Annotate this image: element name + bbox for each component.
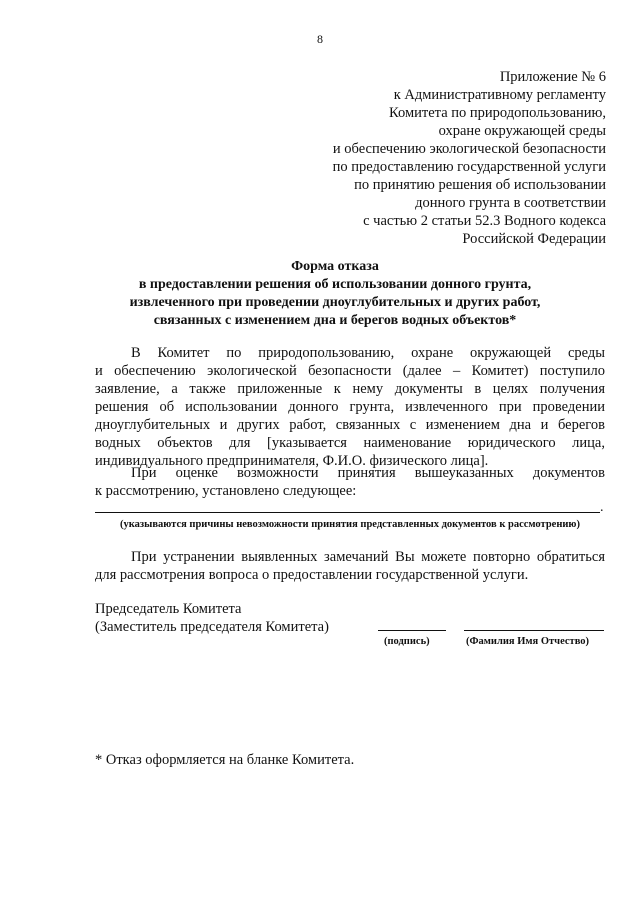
appendix-line: с частью 2 статьи 52.3 Водного кодекса (363, 213, 606, 229)
paragraph-line: водных объектов для [указывается наименование юридического лица, (95, 435, 605, 451)
body-paragraph-3 (95, 548, 605, 584)
paragraph-line: индивидуального предпринимателя, Ф.И.О. физического лица]. (95, 453, 489, 469)
signature-line (378, 630, 446, 631)
body-paragraph-1 (95, 344, 605, 470)
appendix-line: по предоставлению государственной услуги (332, 159, 606, 175)
paragraph-line: и обеспечению экологической безопасности (далее – Комитет) поступило (95, 363, 605, 379)
form-title-line: в предоставлении решения об использовании донного грунта, (138, 277, 532, 292)
appendix-line: Приложение № 6 (499, 69, 606, 85)
footnote: * Отказ оформляется на бланке Комитета. (95, 752, 355, 768)
reason-caption: (указываются причины невозможности принятия представленных документов к рассмотрению) (120, 519, 580, 530)
appendix-line: и обеспечению экологической безопасности (332, 141, 606, 157)
name-line (464, 630, 604, 631)
signer-deputy: (Заместитель председателя Комитета) (95, 619, 329, 635)
appendix-line: Российской Федерации (462, 231, 606, 247)
reason-blank-line (95, 512, 600, 513)
paragraph-line: При оценке возможности принятия вышеуказанных документов (131, 465, 605, 481)
form-title-line: извлеченного при проведении дноуглубительных и других работ, (129, 295, 541, 310)
paragraph-line: При устранении выявленных замечаний Вы можете повторно обратиться (131, 549, 605, 565)
appendix-header (226, 68, 606, 248)
paragraph-line: дноуглубительных и других работ, связанных с изменением дна и берегов (95, 417, 605, 433)
appendix-line: к Административному регламенту (393, 87, 606, 103)
paragraph-line: В Комитет по природопользованию, охране окружающей среды (131, 345, 605, 361)
paragraph-line: решения об использовании донного грунта, извлеченного при проведении (95, 399, 605, 415)
paragraph-line: заявление, а также приложенные к нему документы в целях получения (95, 381, 605, 397)
appendix-line: по принятию решения об использовании (354, 177, 606, 193)
page-number: 8 (317, 32, 323, 46)
signer-title: Председатель Комитета (95, 601, 242, 617)
appendix-line: охране окружающей среды (438, 123, 606, 139)
signature-caption: (подпись) (384, 636, 430, 647)
signer-block (95, 600, 329, 636)
appendix-line: Комитета по природопользованию, (389, 105, 606, 121)
paragraph-line: к рассмотрению, установлено следующее: (95, 483, 357, 499)
name-caption: (Фамилия Имя Отчество) (466, 636, 590, 647)
appendix-line: донного грунта в соответствии (415, 195, 606, 211)
form-title-line: связанных с изменением дна и берегов водных объектов* (153, 313, 517, 328)
reason-dot: . (600, 500, 604, 515)
body-paragraph-2 (95, 464, 605, 500)
form-title-line: Форма отказа (291, 259, 379, 274)
paragraph-line: для рассмотрения вопроса о предоставлении государственной услуги. (95, 567, 529, 583)
form-title (70, 258, 600, 330)
